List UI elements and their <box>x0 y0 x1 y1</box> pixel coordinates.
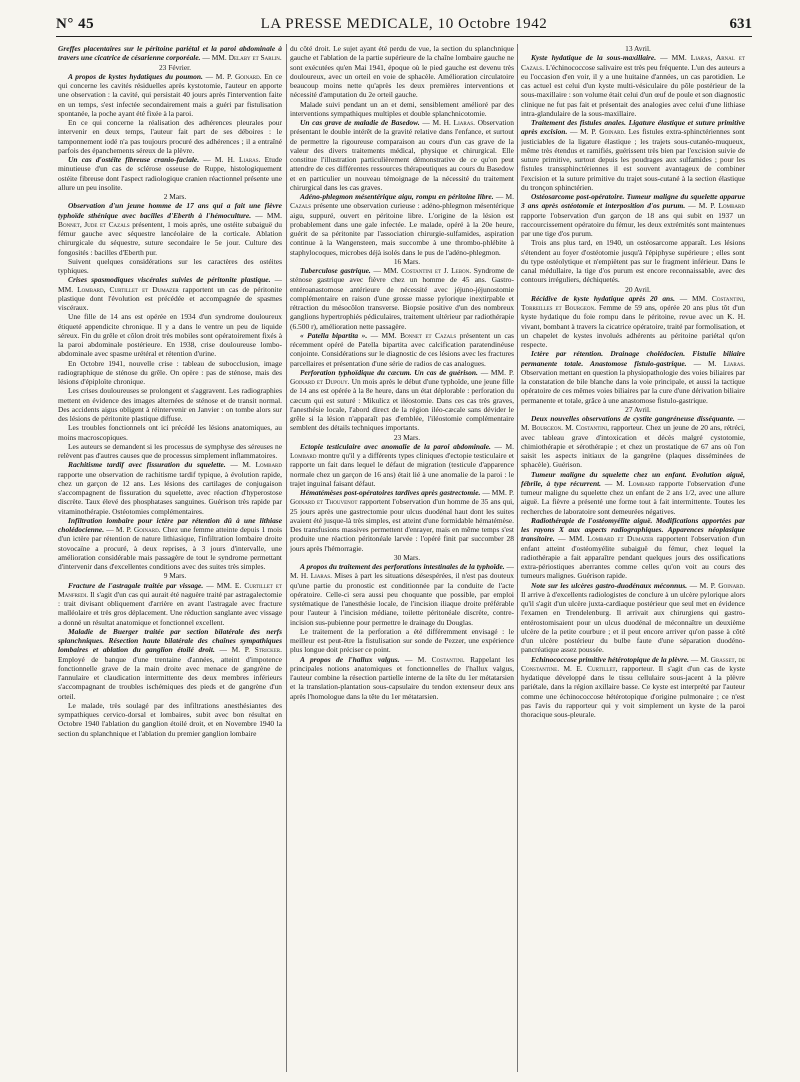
body-text: Etude minutieuse d'un cas de sclérose osseuse de Ruppe, histologiquement ostéite fibreuse dont l'aspect radiologique cranien réactionnel présente une allure un peu insolite. <box>58 155 282 192</box>
authors: — M. P. Goinard. <box>687 580 745 590</box>
body-paragraph <box>58 442 282 461</box>
authors: — M. Liaras. <box>686 358 745 368</box>
authors: — M. P. Lombard <box>685 201 745 211</box>
communication-title: Deux nouvelles observations de cystite gangréneuse disséquante. <box>531 414 735 423</box>
communication-paragraph <box>521 294 745 350</box>
communication-title: Un cas d'ostéite fibreuse cranio-faciale. <box>68 155 200 164</box>
page-header <box>56 16 752 37</box>
body-text: présente une observation curieuse : adéno-phlegmon mésentérique aigu, suppuré, ouvert en péritoine libre. L'origine de la lésion est probablement dans une gale infectée. Le malade, opéré à la 20e heure, guérit de sa péritonite par l'association chirurgie-sulfamides, aspiration continue à la Wangensteen, mais succombe à une thrombo-phlébite à staphylocoques, microbes déjà isolés dans le pus de l'adéno-phlegmon. <box>290 201 514 257</box>
communication-title: Ictère par rétention. Drainage cholédocien. Fistulie biliaire permanente totale. Anastomose fistulo-gastrique. <box>521 349 745 368</box>
body-text: rapportent l'observation d'un enfant atteint d'ostéomyélite subaiguë du fémur, chez lequel la radiothérapie a fait apparaître pendant quelques jours des ossifications extra-périostiques aberrantes comme celles qu'on voit au cours des tumeurs malignes. Guérison rapide. <box>521 534 745 581</box>
authors: — M. Lombard <box>290 441 514 460</box>
communication-paragraph <box>521 118 745 192</box>
body-text: Chez une femme atteinte depuis 1 mois d'un ictère par rétention de nature lithiasique, l'infiltration lombaire droite stovocaïne a procuré, à deux reprises, à 3 jours d'intervalle, une amélioration considérable mais passagère de tout le syndrome permettant d'intervenir dans d'excellentes conditions avec des suites très simples. <box>58 525 282 571</box>
body-paragraph <box>58 701 282 738</box>
body-paragraph <box>290 44 514 100</box>
body-text: En ce qui concerne la réalisation des adhérences pleurales pour intervenir en deux temps, l'auteur fait part de ses déboires : le tamponnement iodé n'a pas toujours procuré des adhérences ; il a entraîné parfois des épanchements séreux de la plèvre. <box>58 118 282 155</box>
communication-title: Traitement des fistules anales. Ligature élastique et suture primitive après excision. <box>521 118 745 137</box>
authors: — M. Bourgeon. M. Costantini, <box>521 414 745 433</box>
body-text: Mises à part les situations désespérées, il n'est pas douteux qu'une partie du pronostic est conditionnée par la conduite de l'acte opératoire. Celle-ci sera aussi peu choquante que possible, par emploi systématique de l'anesthésie locale, de l'incision iliaque droite préférable pour l'auteur à l'incision médiane, toilette péritonéale discrète, contre-incision sus-pubienne pour permettre le drainage du Douglas. <box>290 571 514 627</box>
page-number: 631 <box>729 16 752 32</box>
communication-title: Kyste hydatique de la sous-maxillaire. <box>531 53 657 63</box>
authors: — M. H. Liaras. <box>290 562 514 581</box>
body-text: rapportent l'observation d'un homme de 35 ans qui, 25 jours après une gastrectomie pour ulcus duodénal haut dont les suites avaient été jusque-là très simples, est atteint d'une formidable hématémèse. Des transfusions massives permettent d'enrayer, mais en même temps s'est produite une réaction péritonéale larvée : l'opéré finit par succomber 28 jours après l'hémorragie. <box>290 497 514 553</box>
communication-title: A propos de l'hallux valgus. <box>300 654 400 664</box>
authors: — MM. Lombard, Curtillet et Dumazer <box>58 275 282 294</box>
body-text: Malade suivi pendant un an et demi, sensiblement amélioré par des interventions sympathiques multiples et double splanchnicotomie. <box>290 99 514 118</box>
text-column-3 <box>521 44 745 1074</box>
communication-paragraph <box>58 627 282 701</box>
body-text: Employé de banque d'une trentaine d'années, atteint d'impotence fonctionnelle grave de la main droite avec menace de gangrène de l'annulaire et claudication intermittente des deux membres inférieurs s'accompagnant de troubles ischémiques des pieds et de gangrène d'un orteil. <box>58 654 282 701</box>
column-divider <box>286 44 287 1072</box>
body-text: Rappelant les principales notions anatomiques et fonctionnelles de l'hallux valgus, l'auteur combine la résection partielle interne de la tête du 1er métatarsien et la translation-plantation sous-capsulaire du tendon extenseur deux ans après l'homologue dans la tête du 1er métatarsien. <box>290 654 514 701</box>
communication-title: Maladie de Buerger traitée par section bilatérale des nerfs splanchniques. Résection haute bilatérale des chaînes sympathiques lombaires et ablation du ganglion étoilé droit. <box>58 626 282 655</box>
authors: — M. H. Liaras. <box>199 155 261 164</box>
communication-paragraph <box>58 460 282 516</box>
communication-paragraph <box>521 470 745 516</box>
session-date: 20 Avril. <box>625 284 651 294</box>
communication-paragraph <box>58 516 282 572</box>
authors: — MM. Costantini et J. Lebon. <box>370 266 472 275</box>
session-date: 27 Avril. <box>625 404 651 414</box>
body-text: Suivent quelques considérations sur les caractères des ostéites typhiques. <box>58 256 282 275</box>
authors: — M. P. Goinard. <box>104 525 161 534</box>
body-text: présentent, 1 mois après, une ostéite subaiguë du fémur gauche avec séquestre lancéolaire de la corticale. Ablation chirurgicale du séquestre, suture secondaire le 5e jour. Culture des fongosités : bacilles d'Eberth pur. <box>58 219 282 257</box>
communication-paragraph <box>290 368 514 433</box>
communication-title: Ectopie testiculaire avec anomalie de la paroi abdominale. <box>300 441 491 451</box>
body-text: rapporteur. Il s'agit d'un cas de kyste hydatique développé dans le tissu cellulaire sous-jacent à la plèvre pariétale, dans la région axillaire basse. Ce kyste est interprété par l'auteur comme une échinococcose hétérotopique d'origine pulmonaire ; ce n'est pas l'avis du rapporteur qui y voit simplement un kyste de la paroi thoracique sous-pleurale. <box>521 663 745 719</box>
body-text: Les crises douloureuses se prolongent et s'aggravent. Les radiographies mettent en évidence des images alternées de sténose et de transit normal. Des accidents aigus obligent à réintervenir en Janvier : on tombe alors sur des lésions de péritonite plastique diffuse. <box>58 386 282 423</box>
communication-paragraph <box>290 655 514 701</box>
communication-title: Crises spasmodiques viscérales suivies de péritonite plastique. <box>68 275 271 285</box>
body-paragraph <box>521 238 745 284</box>
session-date: 16 Mars. <box>393 256 421 266</box>
communication-title: Récidive de kyste hydatique après 20 ans. <box>531 293 675 303</box>
authors: — M. Costantini. <box>399 654 465 664</box>
session-date: 9 Mars. <box>163 571 187 581</box>
body-text: Un mois après le début d'une typhoïde, une jeune fille de 14 ans est opérée à la 8e heure, dans un état déplorable : perforation du cæcum qui est suturé : Mikulicz et iléostomie. Dans ces cas très graves, l'anesthésie locale, l'abord direct de la région iléo-cæcale sans dévider le grêle si la lésion n'apparaît pas d'emblée, l'iléostomie complémentaire semblent des détails techniques importants. <box>290 377 514 433</box>
body-text: présentent un cas récemment opéré de Patella bipartita avec calcification paratendinéuse conjointe. Considérations sur le diagnostic de ces lésions avec les fractures parcellaires et présentation d'une série de radios de cas analogues. <box>290 330 514 368</box>
column-divider <box>517 44 518 1072</box>
communication-title: Adéno-phlegmon mésentérique aigu, rompu en péritoine libre. <box>300 192 494 201</box>
communication-paragraph <box>521 581 745 655</box>
session-date: 23 Mars. <box>393 432 421 442</box>
communication-paragraph <box>290 266 514 331</box>
communication-paragraph <box>521 516 745 581</box>
communication-title: Fracture de l'astragale traitée par vissage. <box>68 580 204 590</box>
communication-title: Ostéosarcome post-opératoire. Tumeur maligne du squelette apparue 3 ans après ostéotomie et interposition d'os purum. <box>521 192 745 211</box>
body-text: Une fille de 14 ans est opérée en 1934 d'un syndrome douloureux étiqueté appendicite chronique. Il y a dans le ventre un peu de liquide séreux. Fin du grêle et côlon droit très mobiles sont opératoirement fixés à la paroi abdominale postérieure. En 1938, crise douloureuse lombo-abdominale avec spasme urétéral et rétention d'urine. <box>58 312 282 359</box>
communication-paragraph <box>58 72 282 118</box>
body-text: Le malade, très soulagé par des infiltrations anesthésiantes des sympathiques cervico-dorsal et lombaires, subit avec bon résultat en Octobre 1940 l'ablation du ganglion étoilé droit, et en Novembre 1940 la section du splanchnique et l'ablation du premier ganglion lombaire <box>58 700 282 738</box>
communication-title: A propos de kystes hydatiques du poumon. <box>68 71 203 81</box>
authors: — MM. P. Goinard et Thouvenot <box>290 488 514 507</box>
session-date: 23 Février. <box>158 62 192 72</box>
authors: — MM. Delaby et Sarlin. <box>200 53 282 63</box>
communication-paragraph <box>290 442 514 488</box>
communication-paragraph <box>290 118 514 192</box>
communication-title: Un cas grave de maladie de Basedow. <box>300 118 420 127</box>
communication-paragraph <box>290 562 514 627</box>
communication-title: Infiltration lombaire pour ictère par rétention dû à une lithiase cholédocienne. <box>58 515 282 534</box>
body-text: Le traitement de la perforation a été différemment envisagé : le meilleur est peut-être la fistulisation sur sonde de Pezzer, une expérience plus longue doit préciser ce point. <box>290 626 514 655</box>
authors: — MM. Costantini, Torreilles et Bourgeon. <box>521 293 745 312</box>
body-paragraph <box>58 359 282 387</box>
communication-paragraph <box>521 655 745 720</box>
communication-paragraph <box>58 155 282 192</box>
communication-paragraph <box>290 331 514 368</box>
communication-title: Tumeur maligne du squelette chez un enfant. Evolution aiguë, fébrile, à type récurrent. <box>521 469 745 488</box>
body-text: Syndrome de sténose gastrique avec fièvre chez un homme de 45 ans. Gastro-entéroanastomose antérieure de nécessité avec jéjuno-jéjunostomie complémentaire en raison d'une grosse masse pylorique inextirpable et rétraction du mésocôlon transverse. Biopsie positive d'un des nombreux ganglions hypertrophiés pédiculaires, traitement ultérieur par radiothérapie (6.500 r), amélioration nette passagère. <box>290 266 514 331</box>
communication-paragraph <box>58 44 282 63</box>
authors: — M. P. Goinard. <box>202 71 262 81</box>
communication-paragraph <box>521 53 745 118</box>
body-text: En ce qui concerne les cavités résiduelles après kystotomie, l'auteur en apporte une observation : la cavité, qui persistait 40 jours après l'intervention faite en un temps, s'est infectée secondairement mais a guéri par fistulisation spontanée, la poche ayant été fixée à la paroi. <box>58 71 282 118</box>
body-text: montre qu'il y a différents types cliniques d'ectopie testiculaire et rapporte un fait dans lequel le défaut de migration (testicule d'apparence normale chez un garçon de 16 ans) était lié à une anomalie de la paroi : le trajet inguinal faisant défaut. <box>290 451 514 488</box>
authors: — M. P. Goinard. <box>567 127 626 137</box>
communication-paragraph <box>58 201 282 257</box>
body-paragraph <box>58 257 282 276</box>
body-text: En Octobre 1941, nouvelle crise : tableau de subocclusion, image radiographique de sténose du grêle. On opère : pas de sténose, mais des lésions d'épiploïte chronique. <box>58 358 282 386</box>
body-text: Trois ans plus tard, en 1940, un ostéosarcome apparaît. Les lésions s'étendent au foyer d'ostéotomie jusqu'à l'épiphyse supérieure ; elles sont du type ostéolytique et n'empiètent pas sur le fragment inférieur. Dans le canal médullaire, la tige d'os purum est encore reconnaissable, avec des contours irréguliers, déchiquetés. <box>521 238 745 285</box>
authors: — M. H. Liaras. <box>419 118 475 127</box>
body-text: rapportent un cas de péritonite plastique dont l'évolution est précédée et accompagnée de spasmes viscéraux. <box>58 284 282 312</box>
authors: — MM. P. Goinard et Dupouy. <box>290 367 514 386</box>
body-text: Il arrive à d'excellents radiologistes de conclure à un ulcère pylorique alors qu'il s'agit d'un ulcère juxta-cardiaque postérieur que seul met en évidence l'examen en Trendelenburg. Il arrivait aux chirurgiens qui gastro-entérostomisaient pour un ulcus duodénal de méconnaître un deuxième ulcère de la petite courbure ; et il peut encore arriver qu'on passe à côté d'un ulcère postérieur du bulbe faute d'une séparation duodéno-pancréatique assez poussée. <box>521 589 745 655</box>
session-date: 13 Avril. <box>625 44 651 53</box>
body-text: rapporte une observation de rachitisme tardif typique, à évolution rapide, chez un garçon de 12 ans. Les lésions des cartilages de conjugaison s'accompagnent de fissuration du squelette, avec réaction d'hyperostose discrète. Taux élevé des phosphatases sanguines. Guérison très rapide par vitaminothérapie. Ostéotomies complémentaires. <box>58 469 282 516</box>
communication-title: Perforation typhoïdique du cæcum. Un cas de guérison. <box>300 367 478 377</box>
communication-title: Radiothérapie de l'ostéomyélite aiguë. Modifications apportées par les rayons X aux aspects radiographiques. Apparences néoplasique transitoire. <box>521 515 745 544</box>
authors: — M. Lombard <box>225 460 282 470</box>
communication-paragraph <box>290 488 514 553</box>
body-text: Observation mettant en question la physiopathologie des voies biliaires par la constatation de bile blanche dans la voie principale, et aussi la tactique opératoire de ces mêmes voies biliaires par la cure d'une dérivation biliaire permanente et totale, grâce à une anastomose fistulo-gastrique. <box>521 367 745 405</box>
authors: — MM. Lombard et Dumazer <box>554 534 654 544</box>
authors: — MM. Bonnet et Cazals <box>367 330 457 340</box>
authors: — M. Cazals <box>290 192 514 211</box>
body-text: Observation présentant le double intérêt de la gravité relative dans l'enfance, et surtout de permettre la rigoureuse comparaison au cours d'un cas grave de la valeur des divers traitements médical, physique et chirurgical. Elle constitue l'illustration particulièrement démonstrative de ce qu'on peut attendre de ces différentes ressources thérapeutiques au cours du Basedow et en particulier un nouveau témoignage de la nécessité du traitement chirurgical dans les cas graves. <box>290 118 514 192</box>
body-text: Femme de 59 ans, opérée 20 ans plus tôt d'un kyste hydatique du foie rompu dans le péritoine, revue avec un K. H. vivant, bombant à travers la cicatrice opératoire, traité par formolisation, et un chapelet de kystes involués adhérents au péritoine pariétal qu'on respecte. <box>521 303 745 349</box>
body-text: du côté droit. Le sujet ayant été perdu de vue, la section du splanchnique gauche et l'ablation de la partie supérieure de la chaîne lombaire gauche ne sont exécutées qu'en Mai 1941, époque où le pied gauche est devenu très douloureux, avec un orteil en voie de sphacèle. Amélioration circulatoire beaucoup moins nette qu'après les deux premières interventions et nécessité d'amputation du 2e orteil gauche. <box>290 44 514 100</box>
body-text: rapporteur. Chez un jeune de 20 ans, rétréci, avec tableau grave d'intoxication et décès malgré cystotomie, chimiothérapie et sérothérapie ; et chez un prostatique de 67 ans où l'on saisit les aspects initiaux de la gangrène (plaques disséminées de sphacèle). Guérison. <box>521 423 745 470</box>
communication-title: Greffes placentaires sur le péritoine pariétal et la paroi abdominale à travers une cicatrice de césarienne corporéale. <box>58 44 282 63</box>
session-date: 2 Mars. <box>163 192 187 201</box>
authors: — M. Lombard <box>601 478 655 488</box>
body-text: Les auteurs se demandent si les processus de symphyse des séreuses ne relèvent pas d'autres causes que de processus simplement inflammatoires. <box>58 441 282 460</box>
body-text: Les troubles fonctionnels ont ici précédé les lésions anatomiques, au moins macroscopiques. <box>58 423 282 442</box>
body-text: rapporte l'observation d'un garçon de 18 ans qui subit en 1937 un raccourcissement opératoire du fémur, les deux extrémités sont maintenues par une tige d'os purum. <box>521 210 745 238</box>
body-text: rapporte l'observation d'une tumeur maligne du squelette chez un enfant de 2 ans 1/2, avec une allure aiguë. La fièvre a présenté une forme tout à fait intermittente. Toutes les recherches de laboratoire sont demeurées négatives. <box>521 478 745 516</box>
communication-paragraph <box>58 275 282 312</box>
communication-title: A propos du traitement des perforations intestinales de la typhoïde. <box>300 562 505 571</box>
communication-paragraph <box>521 349 745 405</box>
communication-title: Observation d'un jeune homme de 17 ans qui a fait une fièvre typhoïde sthénique avec bacilles d'Eberth à l'hémoculture. <box>58 201 282 220</box>
communication-paragraph <box>521 414 745 470</box>
communication-title: Note sur les ulcères gastro-duodénaux méconnus. <box>531 580 688 590</box>
communication-title: Hématémèses post-opératoires tardives après gastrectomie. <box>300 488 481 497</box>
body-paragraph <box>58 386 282 423</box>
communication-paragraph <box>58 581 282 627</box>
authors: — M. Grasset, de Constantine. M. E. Curtillet, <box>521 654 745 673</box>
body-paragraph <box>290 627 514 655</box>
text-column-1 <box>58 44 282 1074</box>
body-text: Il s'agit d'un cas qui aurait été naguère traité par astragalectomie : trait divisant obliquement d'arrière en avant l'astragale avec fracture malléolaire et très gros déplacement. Une réduction sanglante avec vissage a donné un résultat anatomique et fonctionnel excellent. <box>58 589 282 627</box>
authors: — MM. Liaras, Arnal et Cazals. <box>521 53 745 72</box>
issue-number: N° 45 <box>56 16 95 32</box>
journal-title: LA PRESSE MEDICALE, 10 Octobre 1942 <box>260 16 548 32</box>
body-paragraph <box>58 118 282 155</box>
body-text: L'échinococcose salivaire est très peu fréquente. L'un des auteurs a eu l'occasion d'en voir, il y a une huitaine d'années, un cas parotidien. Le cas actuel est celui d'un kyste multi-vésiculaire du pôle postérieur de la sous-maxillaire : son volume était celui d'un œuf de poule et son diagnostic clinique ne fut pas fait et présentait des analogies avec celui d'une lithiase intra-glandulaire de la sous-maxillaire. <box>521 62 745 118</box>
communication-title: Rachitisme tardif avec fissuration du squelette. <box>68 460 226 470</box>
communication-paragraph <box>290 192 514 257</box>
communication-paragraph <box>521 192 745 238</box>
body-paragraph <box>58 312 282 358</box>
body-text: Les fistules extra-sphinctériennes sont justiciables de la ligature élastique ; les trajets sous-cutanéo-muqueux, même très étendus et ramifiés, guérissent très bien par l'excision suivie de suture primitive, surtout depuis les poudrages aux sulfamides ; pour les fistules transsphinctériennes il est souvent avantageux de combiner l'excision et la suture primitive du trajet sous-cutané à la section élastique du tronçon sphinctérien. <box>521 127 745 192</box>
authors: — MM. Bonnet, Jude et Cazals <box>58 210 282 229</box>
communication-title: Echinococcose primitive hétérotopique de la plèvre. <box>531 654 689 664</box>
body-paragraph <box>290 100 514 119</box>
body-paragraph <box>58 423 282 442</box>
communication-title: « Patella bipartita ». <box>300 330 368 340</box>
text-column-2 <box>290 44 514 1074</box>
communication-title: Tuberculose gastrique. <box>300 266 371 275</box>
authors: — MM. E. Curtillet et Manfredi. <box>58 580 282 599</box>
authors: — M. P. Stricker. <box>214 645 282 655</box>
session-date: 30 Mars. <box>393 552 421 562</box>
